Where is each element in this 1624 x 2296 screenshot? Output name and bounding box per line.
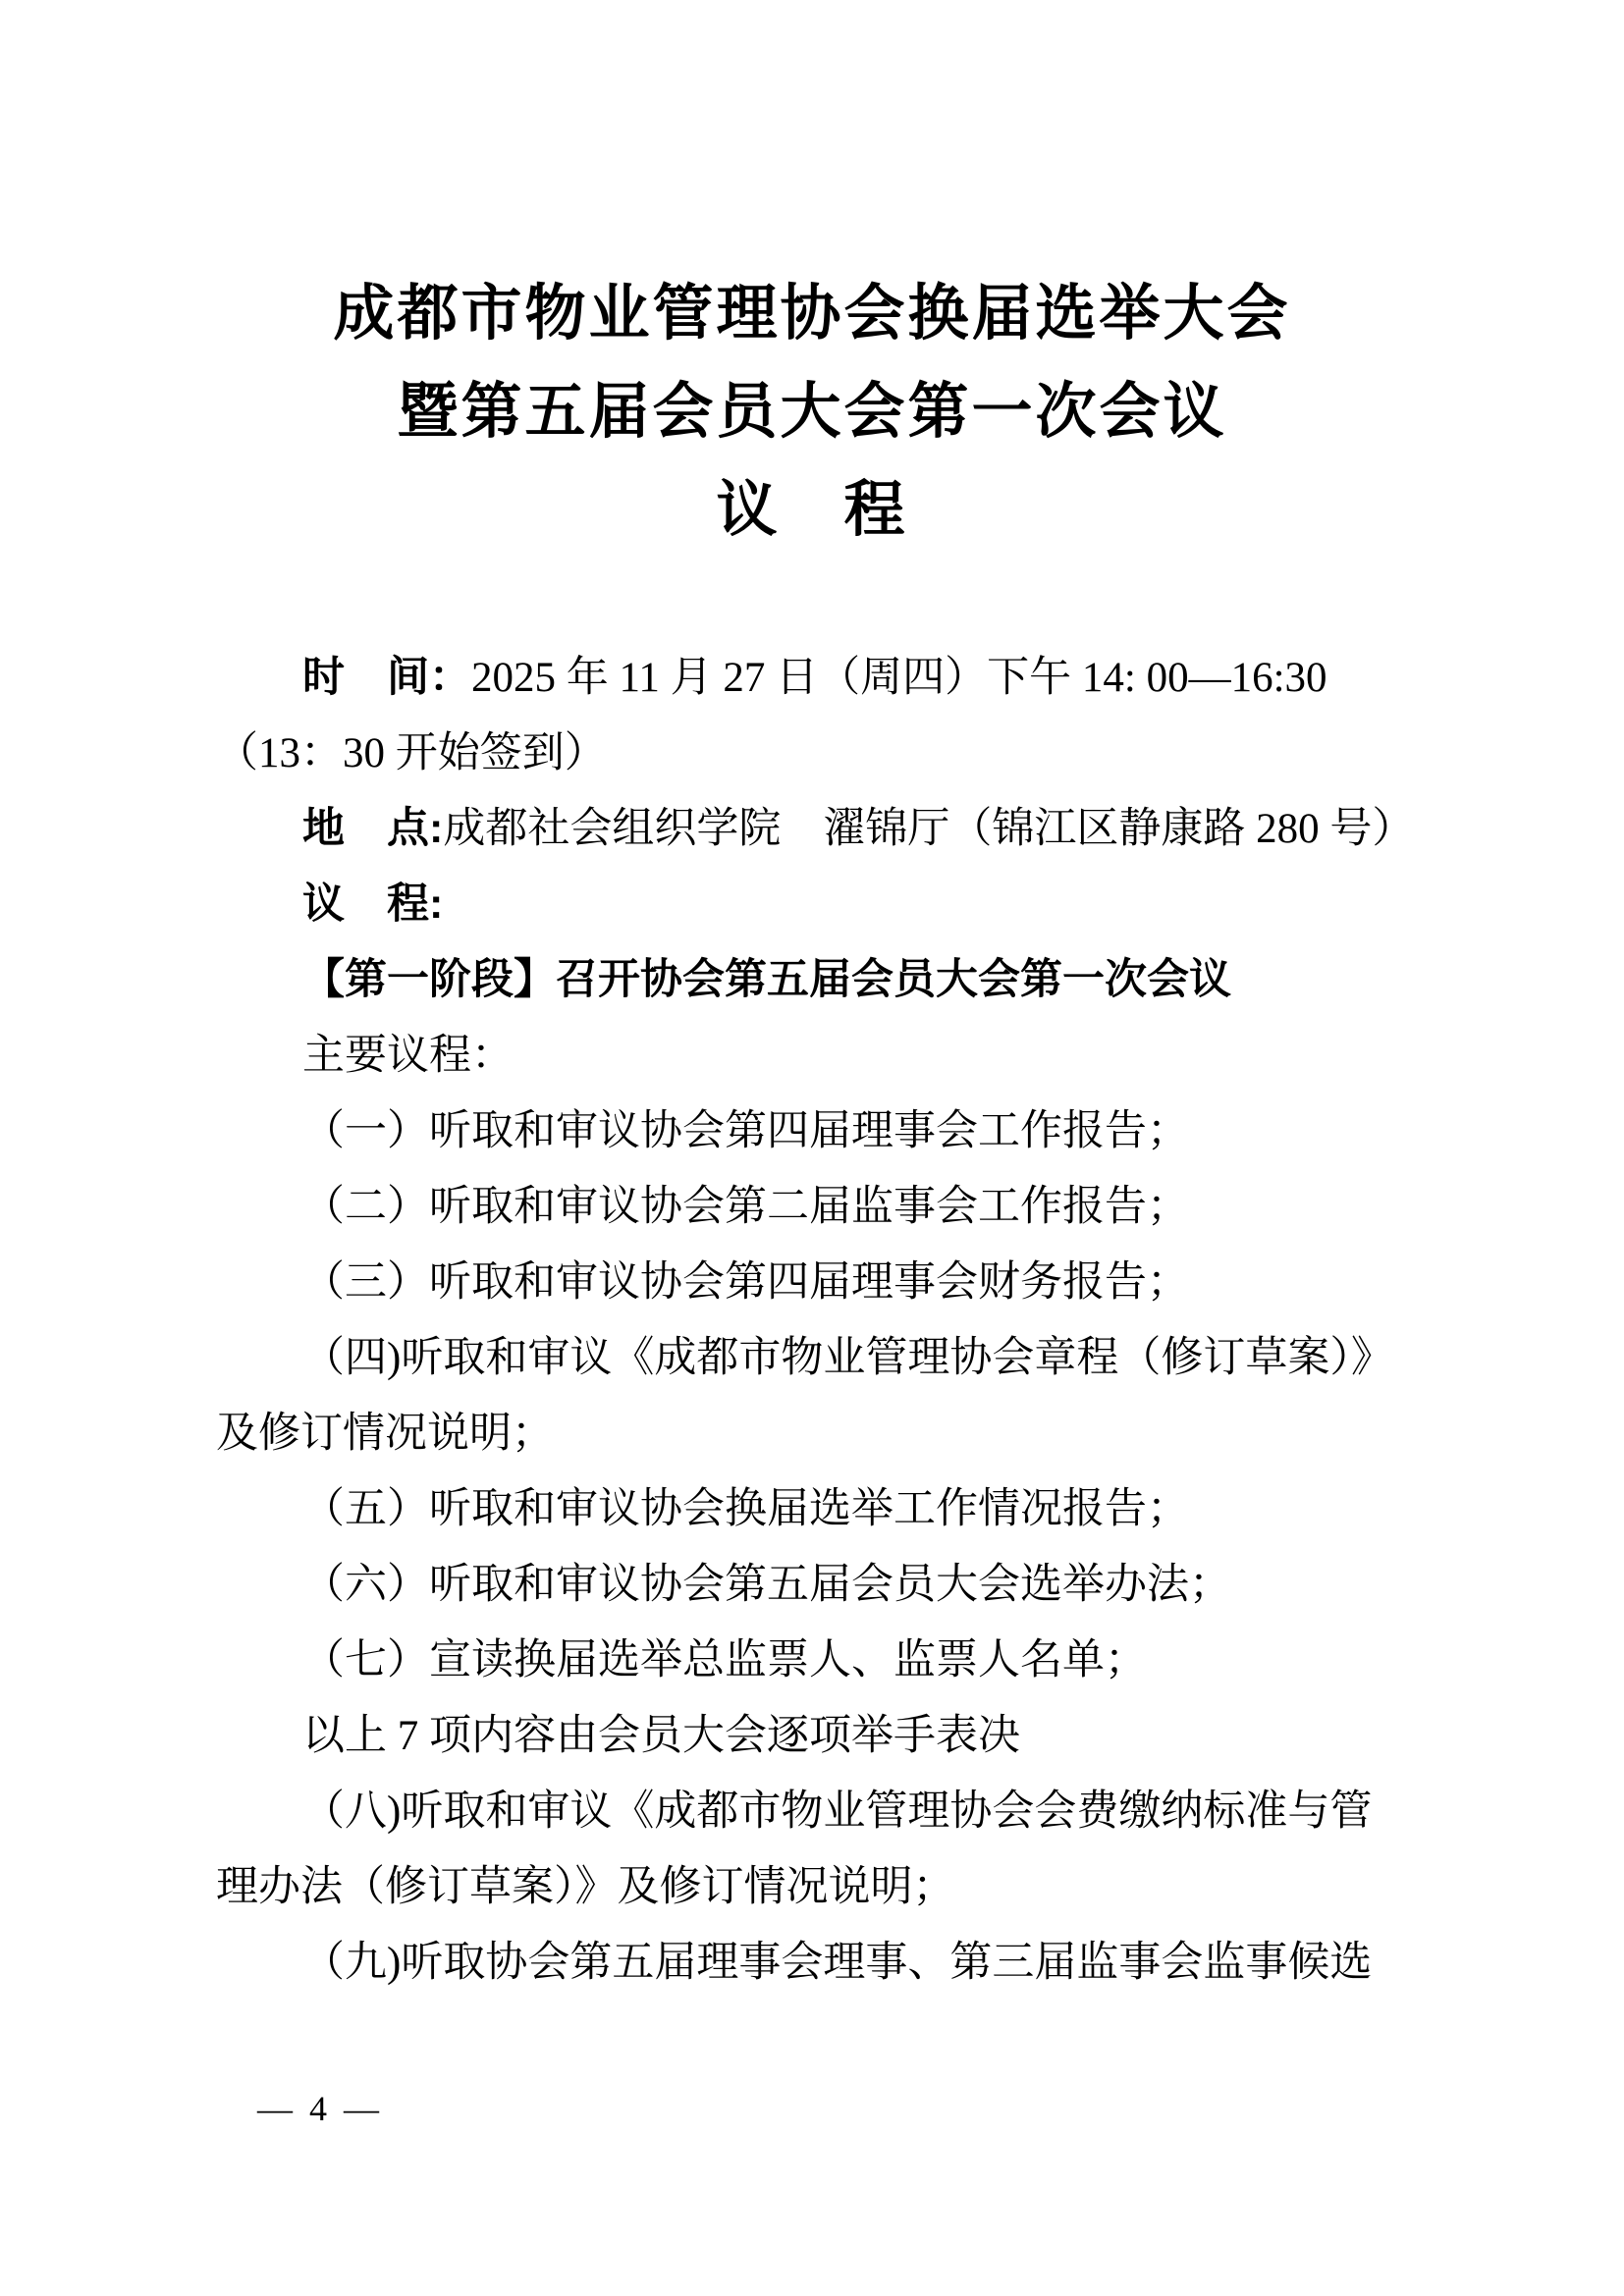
line-text: 2025 年 11 月 27 日（周四）下午 14: 00—16:30 (471, 655, 1327, 701)
line-label: 时 间： (302, 654, 471, 701)
body-line-14 (216, 1623, 1434, 1698)
body-line-11 (216, 1396, 1434, 1471)
line-text: 及修订情况说明； (216, 1411, 554, 1457)
body-line-4 (216, 867, 1434, 942)
document-title-line-2: 暨第五届会员大会第一次会议 (397, 379, 1227, 446)
document-title-line-1: 成都市物业管理协会换届选举大会 (333, 281, 1291, 347)
body-line-8 (216, 1169, 1434, 1245)
body-line-5 (216, 942, 1434, 1018)
document-title (0, 265, 1624, 560)
body-line-10 (216, 1320, 1434, 1396)
body-line-18 (216, 1925, 1434, 2001)
line-text: 以上 7 项内容由会员大会逐项举手表决 (302, 1713, 1020, 1759)
body-line-7 (216, 1094, 1434, 1169)
line-text: （六）听取和审议协会第五届会员大会选举办法； (302, 1562, 1231, 1608)
document-title-line-3: 议 程 (716, 477, 908, 544)
line-text: （五）听取和审议协会换届选举工作情况报告； (302, 1486, 1189, 1532)
line-text: 理办法（修订草案）》及修订情况说明； (216, 1864, 955, 1910)
line-text: 成都社会组织学院 濯锦厅（锦江区静康路 280 号） (443, 806, 1415, 852)
body-line-12 (216, 1471, 1434, 1547)
line-text: （九)听取协会第五届理事会理事、第三届监事会监事候选 (302, 1940, 1373, 1986)
line-label: 议 程: (302, 881, 444, 928)
body-line-13 (216, 1547, 1434, 1623)
body-line-9 (216, 1245, 1434, 1320)
body-line-3 (216, 791, 1434, 867)
line-text: （三）听取和审议协会第四届理事会财务报告； (302, 1259, 1189, 1306)
line-text: 【第一阶段】召开协会第五届会员大会第一次会议 (302, 957, 1231, 1003)
body-line-15 (216, 1698, 1434, 1774)
agenda-body (216, 640, 1434, 2001)
body-line-16 (216, 1774, 1434, 1849)
line-text: （13：30 开始签到） (216, 730, 607, 776)
body-line-17 (216, 1849, 1434, 1925)
body-line-6 (216, 1018, 1434, 1094)
line-text: （一）听取和审议协会第四届理事会工作报告； (302, 1108, 1189, 1154)
body-line-2 (216, 716, 1434, 791)
page-number: — 4 — (257, 2089, 383, 2128)
line-label: 地 点: (302, 805, 444, 852)
line-text: 主要议程： (302, 1033, 514, 1079)
line-text: （四)听取和审议《成都市物业管理协会章程（修订草案）》 (302, 1335, 1393, 1381)
line-text: （二）听取和审议协会第二届监事会工作报告； (302, 1184, 1189, 1230)
line-text: （八)听取和审议《成都市物业管理协会会费缴纳标准与管 (302, 1789, 1373, 1835)
body-line-1 (216, 640, 1434, 716)
line-text: （七）宣读换届选举总监票人、监票人名单； (302, 1637, 1147, 1683)
